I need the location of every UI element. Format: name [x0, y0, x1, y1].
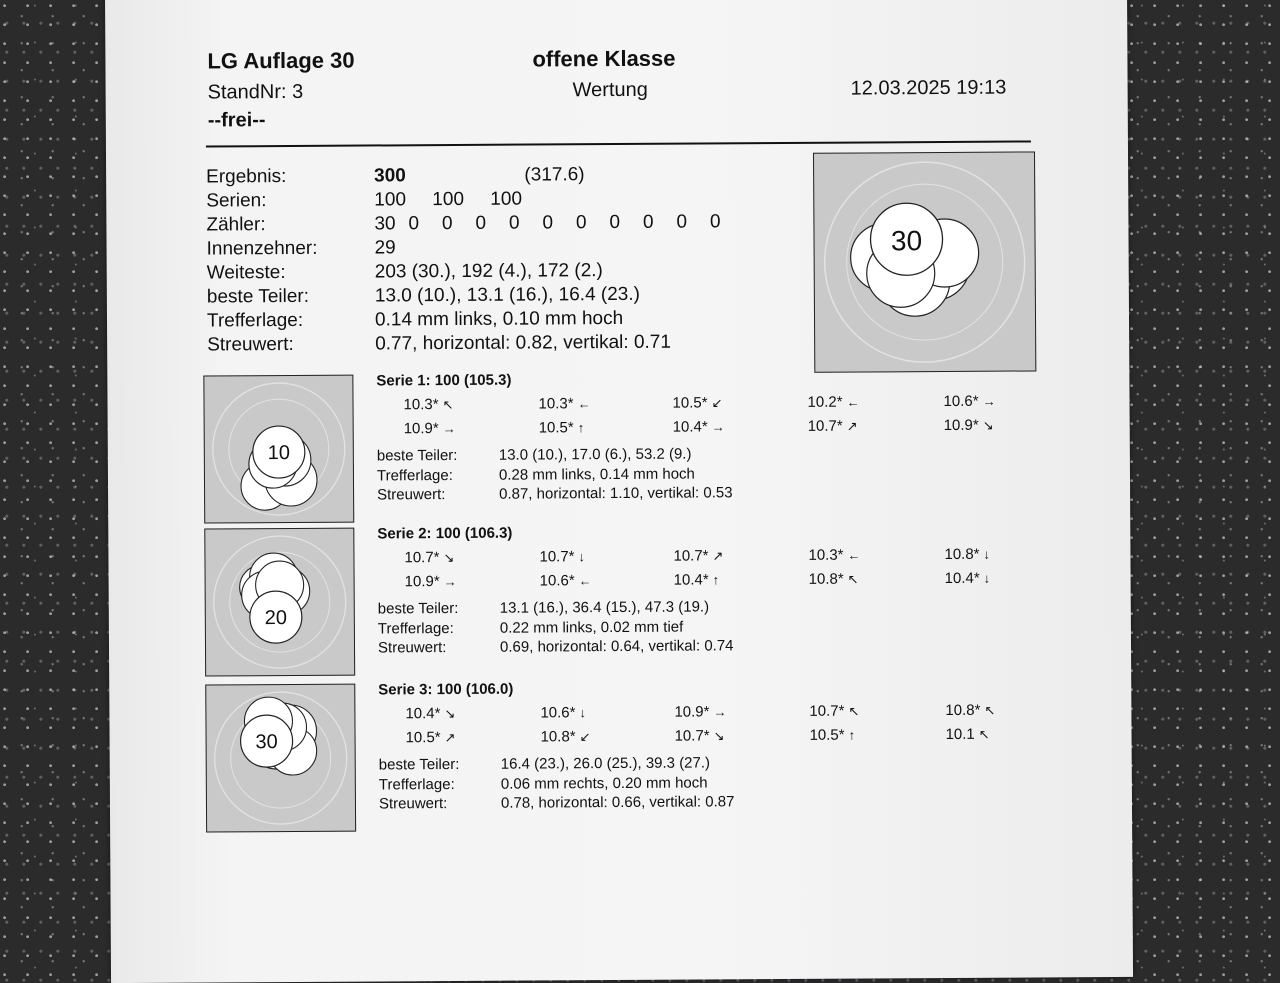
- header-divider: [206, 140, 1031, 147]
- teiler-value: 13.0 (10.), 13.1 (16.), 16.4 (23.): [374, 283, 641, 307]
- shot-direction-icon: ↘: [713, 728, 725, 744]
- serie-lage-value: 0.28 mm links, 0.14 mm hoch: [498, 465, 695, 484]
- zaehler-value: 30: [374, 213, 396, 235]
- target-graphic: [204, 376, 353, 523]
- shot-value: [405, 705, 525, 723]
- summary-labels: [206, 165, 318, 358]
- shot-direction-icon: ↗: [846, 418, 858, 434]
- serie-lage-label: Trefferlage:: [378, 775, 455, 793]
- shot-score: 10.5*: [672, 394, 708, 412]
- weiteste-value: 203 (30.), 192 (4.), 172 (2.): [374, 260, 603, 283]
- target-shot-label: 10: [267, 442, 291, 465]
- shot-score: 10.9*: [943, 416, 979, 435]
- shot-direction-icon: →: [442, 420, 456, 437]
- shot-score: 10.5*: [809, 726, 845, 744]
- serie-value: 100: [432, 188, 465, 211]
- serie-streu-label: Streuwert:: [377, 639, 447, 657]
- serie-title: Serie 2: 100 (106.3): [377, 524, 513, 543]
- shot-score: 10.7*: [809, 702, 845, 720]
- shot-value: [809, 570, 929, 588]
- shot-direction-icon: ↗: [712, 548, 724, 564]
- shot-score: 10.5*: [538, 419, 574, 437]
- serie-lage-label: Trefferlage:: [376, 466, 453, 484]
- datetime: 12.03.2025 19:13: [850, 76, 1007, 100]
- serie-title: Serie 3: 100 (106.0): [378, 680, 514, 699]
- shot-score: 10.7*: [807, 417, 843, 435]
- target-shot-label: 20: [264, 607, 288, 630]
- shot-direction-icon: ←: [846, 394, 860, 410]
- zaehler-value: 0: [642, 211, 654, 233]
- shot-direction-icon: ←: [578, 573, 592, 589]
- shot-score: 10.8*: [945, 701, 981, 720]
- shot-value: [945, 701, 1065, 719]
- shot-value: [672, 394, 792, 412]
- shot-direction-icon: ←: [577, 396, 591, 412]
- serie-lage-label: Trefferlage:: [377, 619, 454, 637]
- zaehler-values: [374, 210, 743, 236]
- shot-value: [945, 569, 1065, 587]
- zaehler-value: 0: [508, 212, 520, 234]
- serie-stat-values: [499, 444, 733, 504]
- streuwert-label: Streuwert:: [207, 333, 294, 356]
- shot-value: [539, 548, 659, 566]
- serie-stat-labels: [378, 599, 459, 658]
- shot-value: [539, 419, 659, 437]
- shot-direction-icon: ↖: [847, 571, 859, 587]
- shot-value: [809, 702, 929, 720]
- shot-score: 10.3*: [808, 546, 844, 564]
- mode-label: Wertung: [572, 78, 648, 102]
- trefferlage-label: Trefferlage:: [206, 309, 304, 332]
- shot-value: [807, 393, 927, 411]
- serie-lage-value: 0.22 mm links, 0.02 mm tief: [499, 618, 684, 637]
- stand-number: StandNr: 3: [207, 80, 304, 104]
- zaehler-value: 0: [542, 212, 554, 234]
- zaehler-value: 0: [609, 211, 621, 234]
- serie-teiler-value: 16.4 (23.), 26.0 (25.), 39.3 (27.): [500, 754, 711, 773]
- shot-score: 10.4*: [944, 569, 980, 588]
- shot-direction-icon: ↖: [978, 726, 990, 742]
- shot-direction-icon: ↓: [983, 570, 991, 586]
- shot-value: [944, 545, 1064, 563]
- serie-teiler-label: beste Teiler:: [378, 755, 460, 774]
- shot-score: 10.2*: [807, 393, 843, 411]
- shot-score: 10.6*: [943, 392, 979, 411]
- serie-stat-values: [501, 753, 735, 813]
- shot-value: [946, 725, 1066, 743]
- shot-score: 10.4*: [673, 571, 709, 589]
- zaehler-value: 0: [475, 212, 487, 234]
- target-graphic: [205, 529, 354, 676]
- shot-score: 10.4*: [672, 418, 708, 436]
- shot-score: 10.6*: [539, 572, 575, 590]
- shot-score: 10.3*: [403, 396, 439, 414]
- serie-title: Serie 1: 100 (105.3): [376, 371, 512, 390]
- shot-score: 10.6*: [540, 704, 576, 722]
- shot-direction-icon: ↖: [442, 397, 454, 413]
- shot-value: [674, 703, 794, 721]
- serie-streu-value: 0.87, horizontal: 1.10, vertikal: 0.53: [499, 484, 733, 503]
- serie-lage-value: 0.06 mm rechts, 0.20 mm hoch: [500, 773, 708, 793]
- shooter-name: --frei--: [207, 109, 266, 132]
- class-title: offene Klasse: [532, 45, 676, 72]
- shot-value: [538, 395, 658, 413]
- serie-teiler-label: beste Teiler:: [376, 446, 458, 465]
- shot-direction-icon: ↘: [982, 417, 994, 433]
- shot-value: [810, 726, 930, 744]
- ergebnis-value: 300: [374, 165, 406, 187]
- score-printout: [105, 0, 1133, 983]
- serie-target-image: [204, 528, 355, 677]
- serie-streu-value: 0.78, horizontal: 0.66, vertikal: 0.87: [500, 793, 735, 812]
- shot-score: 10.9*: [404, 573, 440, 591]
- shot-direction-icon: ↑: [577, 420, 585, 436]
- zaehler-value: 0: [676, 211, 688, 233]
- shot-value: [944, 416, 1064, 434]
- serie-value: 100: [490, 188, 523, 210]
- shot-direction-icon: ↘: [444, 705, 456, 722]
- ergebnis-decimal: (317.6): [524, 164, 585, 186]
- shot-direction-icon: ↖: [984, 702, 996, 718]
- shot-score: 10.8*: [808, 570, 844, 588]
- shot-score: 10.4*: [405, 705, 441, 723]
- zaehler-value: 0: [709, 211, 721, 233]
- shot-direction-icon: ↖: [848, 703, 860, 719]
- trefferlage-value: 0.14 mm links, 0.10 mm hoch: [374, 307, 624, 331]
- zaehler-label: Zähler:: [206, 214, 266, 236]
- serie-target-image: [203, 375, 354, 524]
- target-graphic: [814, 152, 1035, 371]
- shot-value: [404, 549, 524, 567]
- shot-direction-icon: ↙: [711, 395, 723, 411]
- shot-score: 10.7*: [673, 547, 709, 565]
- shot-value: [673, 418, 793, 436]
- shot-value: [404, 420, 524, 438]
- shot-value: [405, 573, 525, 591]
- serie-stat-labels: [377, 446, 458, 505]
- streuwert-value: 0.77, horizontal: 0.82, vertikal: 0.71: [375, 331, 671, 355]
- innenzehner-value: 29: [374, 237, 396, 259]
- serie-streu-label: Streuwert:: [377, 486, 446, 504]
- shot-value: [540, 704, 660, 722]
- shot-value: [403, 396, 523, 414]
- shot-direction-icon: ↙: [579, 729, 591, 745]
- teiler-label: beste Teiler:: [206, 285, 310, 308]
- summary-values: [374, 162, 744, 356]
- shot-value: [675, 727, 795, 745]
- shot-score: 10.8*: [944, 545, 980, 564]
- innenzehner-label: Innenzehner:: [206, 237, 318, 260]
- shot-score: 10.9*: [403, 420, 439, 438]
- discipline-title: LG Auflage 30: [207, 47, 355, 74]
- serie-teiler-value: 13.0 (10.), 17.0 (6.), 53.2 (9.): [498, 445, 692, 464]
- target-graphic: [206, 685, 355, 832]
- shot-value: [541, 728, 661, 746]
- shot-score: 10.7*: [674, 727, 710, 745]
- serie-teiler-label: beste Teiler:: [377, 599, 459, 618]
- shot-value: [406, 729, 526, 747]
- shot-direction-icon: →: [982, 393, 996, 409]
- serien-label: Serien:: [206, 190, 267, 212]
- serie-target-image: [205, 684, 356, 833]
- shot-direction-icon: ↑: [848, 727, 856, 743]
- serie-value: 100: [374, 189, 407, 211]
- serie-streu-value: 0.69, horizontal: 0.64, vertikal: 0.74: [499, 637, 734, 656]
- zaehler-value: 0: [441, 213, 453, 235]
- shot-score: 10.1: [945, 725, 975, 744]
- shot-value: [943, 392, 1063, 410]
- shot-direction-icon: ↓: [578, 549, 586, 565]
- shot-score: 10.7*: [404, 549, 440, 567]
- weiteste-label: Weiteste:: [206, 262, 286, 284]
- zaehler-value: 0: [408, 213, 420, 235]
- shot-direction-icon: ↓: [983, 546, 991, 562]
- shot-direction-icon: ↗: [444, 729, 456, 746]
- shot-direction-icon: →: [713, 704, 727, 720]
- shot-score: 10.8*: [540, 728, 576, 746]
- serie-streu-label: Streuwert:: [378, 795, 448, 813]
- serie-stat-labels: [379, 755, 460, 814]
- shot-value: [673, 547, 793, 565]
- shot-score: 10.5*: [405, 729, 441, 747]
- shot-value: [808, 417, 928, 435]
- serie-stat-values: [500, 597, 734, 657]
- shot-direction-icon: ↑: [712, 572, 720, 588]
- ergebnis-row: [374, 162, 743, 188]
- shot-direction-icon: ↓: [579, 705, 587, 721]
- serie-teiler-value: 13.1 (16.), 36.4 (15.), 47.3 (19.): [499, 598, 710, 617]
- ergebnis-label: Ergebnis:: [206, 166, 287, 188]
- shot-direction-icon: ←: [847, 547, 861, 563]
- shot-value: [674, 571, 794, 589]
- shot-direction-icon: ↘: [443, 549, 455, 566]
- shot-value: [808, 546, 928, 564]
- shot-score: 10.3*: [538, 395, 574, 413]
- summary-target-image: [813, 151, 1036, 372]
- shot-score: 10.7*: [539, 548, 575, 566]
- shot-score: 10.9*: [674, 703, 710, 721]
- serien-values: [374, 186, 743, 212]
- target-shot-label: 30: [255, 731, 278, 754]
- shot-value: [540, 572, 660, 590]
- shot-direction-icon: →: [711, 419, 725, 435]
- shot-direction-icon: →: [443, 573, 457, 590]
- target-shot-label: 30: [890, 225, 923, 257]
- zaehler-value: 0: [575, 212, 587, 234]
